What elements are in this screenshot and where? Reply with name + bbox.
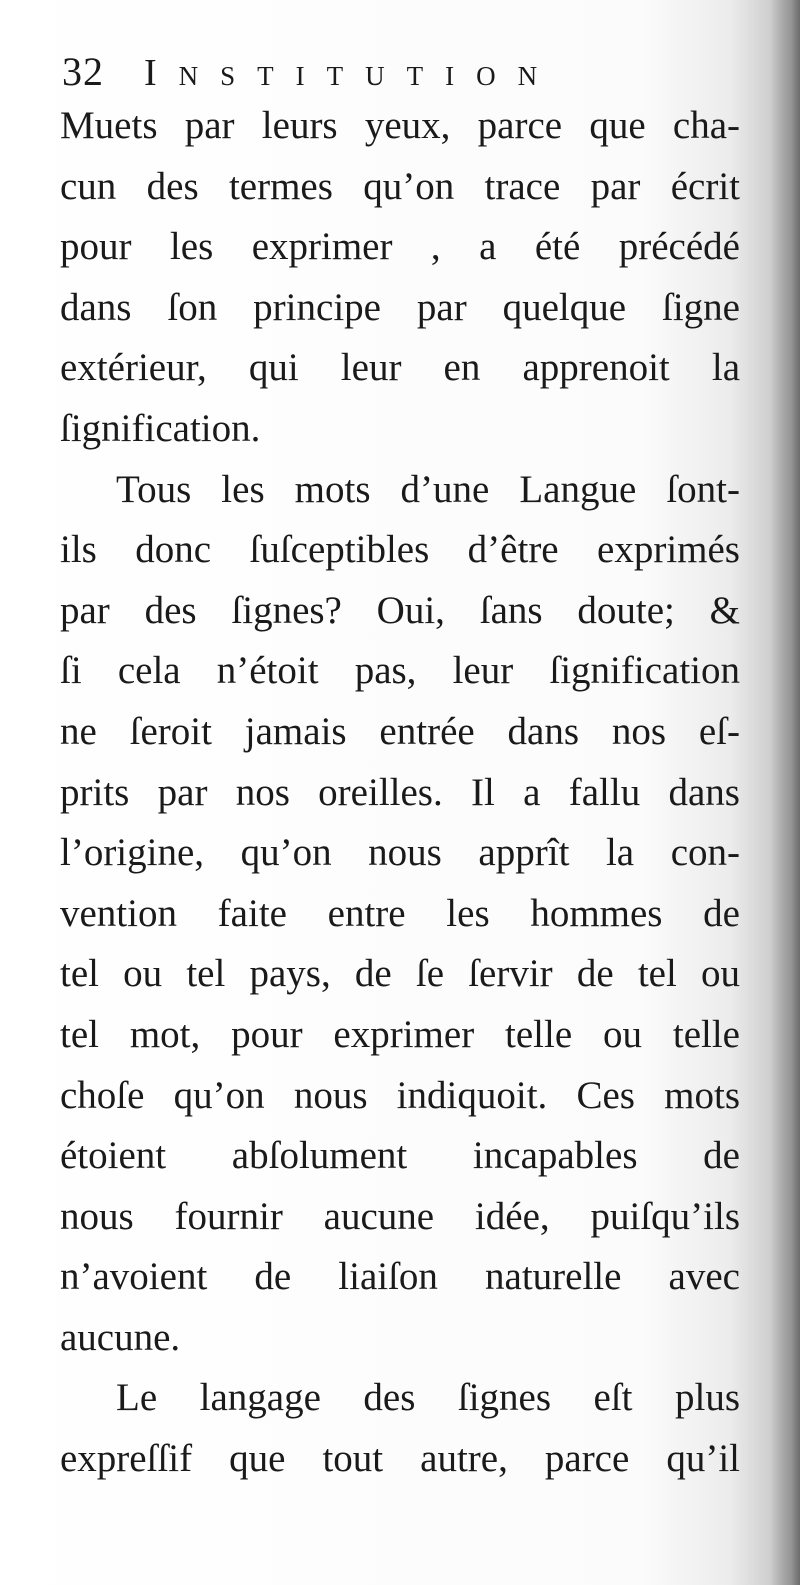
text-line: Tous les mots d’une Langue ſont- [116,467,740,511]
text-line: ſi cela n’étoit pas, leur ſignification [60,649,740,693]
text-line: Muets par leurs yeux, parce que cha- [60,104,740,147]
text-line: ſignification. [60,406,261,450]
running-title: Institution [144,52,560,94]
text-line: cun des termes qu’on trace par écrit [60,164,740,208]
text-line: nous fournir aucune idée, puiſqu’ils [60,1194,740,1238]
text-line: tel mot, pour exprimer telle ou telle [60,1012,740,1056]
body-text [60,96,740,1490]
text-line: prits par nos oreilles. Il a fallu dans [60,770,740,814]
text-line: choſe qu’on nous indiquoit. Ces mots [60,1073,740,1117]
text-line: Le langage des ſignes eſt plus [116,1376,740,1420]
binding-shadow [770,0,800,1585]
text-line: ils donc ſuſceptibles d’être exprimés [60,528,740,572]
text-line: aucune. [60,1315,181,1359]
text-line: étoient abſolument incapables de [60,1134,740,1178]
text-line: n’avoient de liaiſon naturelle avec [60,1255,740,1299]
text-line: expreſſif que tout autre, parce qu’il [60,1437,740,1481]
text-line: par des ſignes? Oui, ſans doute; & [60,588,740,632]
text-line: ne ſeroit jamais entrée dans nos eſ- [60,709,740,753]
text-line: vention faite entre les hommes de [60,891,740,935]
text-line: l’origine, qu’on nous apprît la con- [60,831,740,875]
text-line: dans ſon principe par quelque ſigne [60,285,740,329]
text-line: pour les exprimer , a été précédé [60,225,740,269]
page-number: 32 [62,49,104,94]
running-head [62,48,559,98]
text-line: tel ou tel pays, de ſe ſervir de tel ou [60,952,740,996]
text-line: extérieur, qui leur en apprenoit la [60,346,740,390]
